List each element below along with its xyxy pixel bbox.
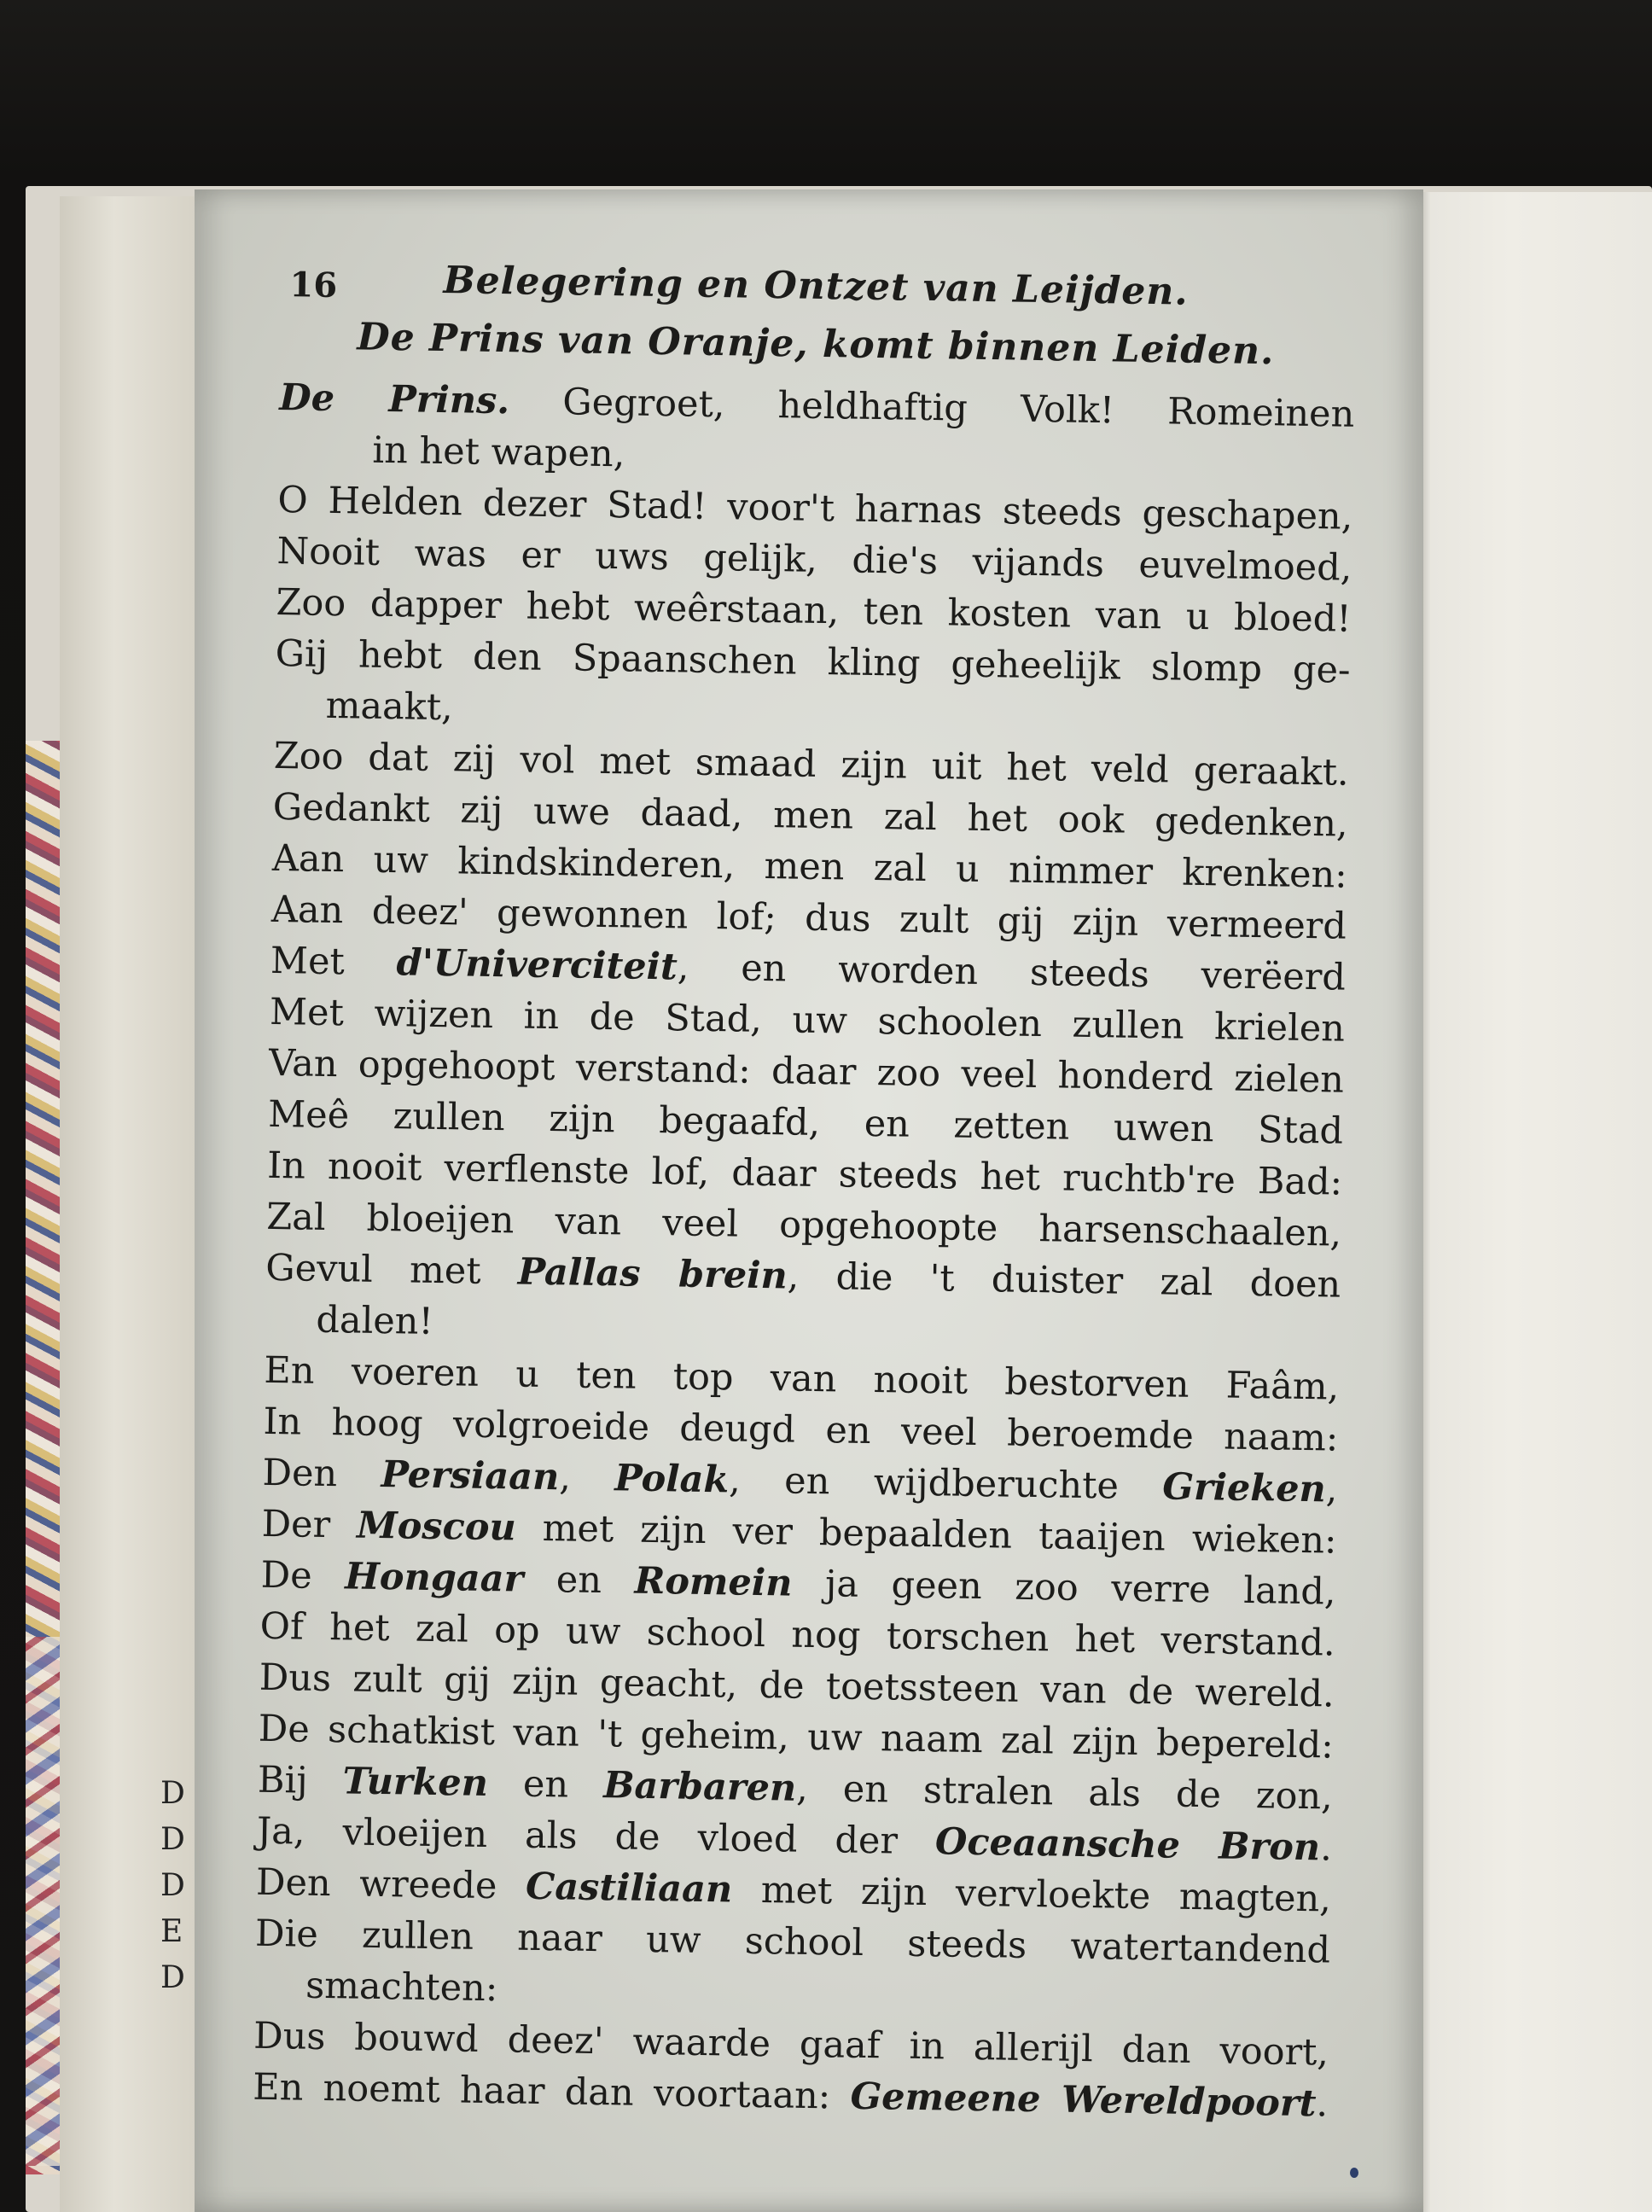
line-text: Zal bloeijen van veel opgehoopte harsenschaalen, [265, 1195, 1342, 1255]
line-text: O Helden dezer Stad! voor't harnas steeds geschapen, [277, 478, 1353, 538]
emphasized-text: Oceaansche Bron [934, 1820, 1321, 1870]
line-text: Bij [257, 1758, 344, 1803]
line-text: in het wapen, [372, 428, 625, 476]
line-text: Zoo dapper hebt weêrstaan, ten kosten van u bloed! [276, 580, 1352, 641]
line-text: Dus zult gij zijn geacht, de toetssteen van de wereld. [259, 1656, 1335, 1716]
line-text: Met [270, 939, 397, 985]
scene-heading: De Prins van Oranje, komt binnen Leiden. [357, 315, 1275, 374]
emphasized-text: Gemeene Wereldpoort [850, 2075, 1317, 2126]
line-text: Die zullen naar uw school steeds watertandend [254, 1912, 1331, 1972]
line-text: Den wreede [255, 1860, 526, 1908]
emphasized-text: Hongaar [344, 1555, 524, 1601]
margin-letter: D [160, 1776, 185, 1811]
line-text: In nooit verflenste lof, daar steeds het ruchtb're Bad: [266, 1144, 1343, 1204]
line-text: En voeren u ten top van nooit bestorven Faâm, [264, 1348, 1340, 1409]
line-text: , en worden steeds verëerd [677, 946, 1347, 999]
margin-letter: D [160, 1868, 185, 1903]
speaker-name: De Prins. [278, 375, 510, 423]
line-text: . [1319, 1826, 1333, 1870]
line-text: Aan deez' gewonnen lof; dus zult gij zijn vermeerd [270, 888, 1347, 948]
emphasized-text: Grieken [1161, 1465, 1327, 1511]
line-text: Ja, vloeijen als de vloed der [256, 1809, 936, 1864]
emphasized-text: d'Univerciteit [396, 941, 678, 989]
line-text: Aan uw kindskinderen, men zal u nimmer krenken: [271, 836, 1348, 897]
margin-letter: E [160, 1914, 183, 1949]
emphasized-text: Castiliaan [525, 1865, 733, 1912]
line-text: Meê zullen zijn begaafd, en zetten uwen Stad [267, 1092, 1344, 1153]
emphasized-text: Romein [634, 1559, 793, 1605]
line-text: Gedankt zij uwe daad, men zal het ook gedenken, [272, 785, 1349, 846]
line-text: , en stralen als de zon, [795, 1767, 1334, 1819]
page-text [253, 256, 1391, 2130]
emphasized-text: Pallas brein [517, 1250, 788, 1298]
line-text: en [487, 1762, 604, 1807]
emphasized-text: Barbaren [602, 1764, 797, 1810]
line-text: Dus bouwd deez' waarde gaaf in allerijl dan voort, [253, 2014, 1329, 2075]
line-text: Met wijzen in de Stad, uw schoolen zullen krielen [269, 990, 1346, 1051]
verse-block [253, 372, 1389, 2130]
line-text: En noemt haar dan voortaan: [252, 2065, 851, 2118]
line-text: In hoog volgroeide deugd en veel beroemde naam: [263, 1400, 1339, 1460]
left-margin-letters [160, 1771, 195, 2001]
running-title: Belegering en Ontzet van Leijden. [443, 258, 1190, 314]
line-text: , [1325, 1468, 1338, 1511]
line-text: , die 't duister zal doen [787, 1254, 1341, 1307]
line-text: Nooit was er uws gelijk, die's vijands euvelmoed, [276, 529, 1352, 590]
line-text: Gevul met [265, 1246, 519, 1294]
line-text: . [1316, 2082, 1329, 2126]
line-text: en [522, 1557, 636, 1603]
line-text: ja geen zoo verre land, [792, 1562, 1336, 1614]
line-text: Of het zal op uw school nog torschen het verstand. [259, 1604, 1336, 1665]
emphasized-text: Turken [342, 1760, 489, 1806]
line-text: smachten: [305, 1964, 498, 2011]
margin-letter: D [160, 1822, 185, 1857]
line-text: , en wijdberuchte [728, 1458, 1163, 1509]
line-text: Gij hebt den Spaanschen kling geheelijk slomp ge- [275, 632, 1351, 692]
line-text: met zijn ver bepaalden taaijen wieken: [515, 1506, 1337, 1563]
line-text: Den [262, 1451, 381, 1497]
line-text: De schatkist van 't geheim, uw naam zal zijn bepereld: [258, 1707, 1335, 1767]
line-text: Zoo dat zij vol met smaad zijn uit het veld geraakt. [273, 734, 1350, 795]
emphasized-text: Polak [614, 1457, 730, 1502]
emphasized-text: Moscou [356, 1504, 517, 1550]
line-text: Gegroet, heldhaftig Volk! Romeinen [509, 380, 1355, 436]
line-text: maakt, [325, 684, 454, 730]
right-page [1416, 192, 1652, 2212]
line-text: Van opgehoopt verstand: daar zoo veel honderd zielen [268, 1041, 1345, 1102]
line-text: De [260, 1553, 346, 1598]
line-text: met zijn vervloekte magten, [731, 1868, 1332, 1921]
line-text: Der [261, 1502, 358, 1547]
margin-letter: D [160, 1960, 185, 1995]
line-text: dalen! [316, 1298, 434, 1343]
emphasized-text: Persiaan [381, 1453, 560, 1499]
line-text: , [558, 1456, 615, 1500]
page-number: 16 [289, 265, 338, 306]
ink-spot [1350, 2168, 1358, 2178]
